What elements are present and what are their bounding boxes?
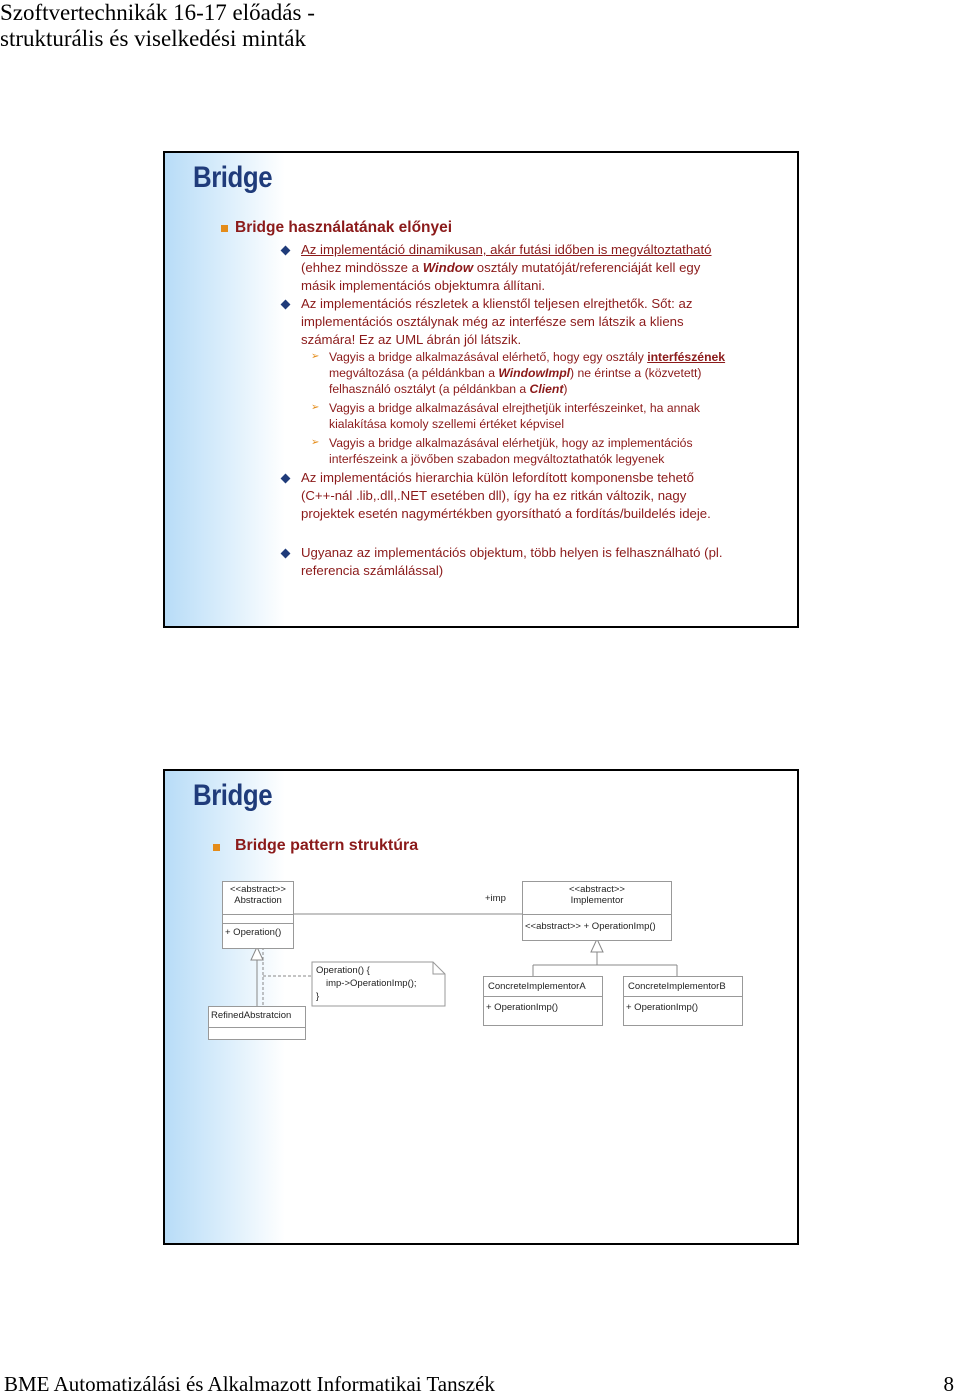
slide-1 <box>163 151 799 628</box>
footer-organization: BME Automatizálási és Alkalmazott Informatikai Tanszék <box>4 1372 495 1396</box>
sub-bullet-2: Vagyis a bridge alkalmazásával elrejthetjük interfészeinket, ha annak kialakítása komoly szellemi értéket képvisel <box>329 401 701 431</box>
uml-class-implementor: <<abstract>> Implementor <<abstract>> + OperationImp() <box>522 881 672 941</box>
arrow-bullet-icon: ➢ <box>311 437 320 448</box>
sub-bullet-1: Vagyis a bridge alkalmazásával elérhető, hogy egy osztály interfészének megváltozása (a példánkban a WindowImpl) ne érintse a (közvetett) felhasználó osztályt (a példánkban a Client) <box>329 350 726 396</box>
uml-note: Operation() { imp->OperationImp(); } <box>316 965 417 1002</box>
page-number: 8 <box>943 1372 954 1396</box>
square-bullet-icon <box>221 225 228 232</box>
document-header <box>0 0 315 52</box>
slide-heading: Bridge pattern struktúra <box>235 837 419 854</box>
uml-class-refined-abstraction: RefinedAbstratcion <box>208 1006 306 1040</box>
slide-2 <box>163 769 799 1245</box>
bullet-2: Az implementációs részletek a klienstől teljesen elrejthetők. Sőt: az implementációs osztálynak még az interfésze sem látszik a kliens számára! Ez az UML ábrán jól látszik. <box>301 296 693 347</box>
uml-class-concrete-implementor-b: ConcreteImplementorB + OperationImp() <box>623 976 743 1026</box>
slide-title: Bridge <box>193 161 273 194</box>
association-label: +imp <box>485 893 506 904</box>
arrow-bullet-icon: ➢ <box>311 351 320 362</box>
bullet-3: Az implementációs hierarchia külön lefordított komponensbe tehető (C++-nál .lib,.dll,.NET esetében dll), így ha ez ritkán változik, nagy projektek esetén nagymértékben gyorsítható a fordítás/buildelés ideje. <box>301 470 711 521</box>
sub-bullet-3: Vagyis a bridge alkalmazásával elérhetjük, hogy az implementációs interfészeink a jövőben szabadon megváltoztathatók legyenek <box>329 436 693 466</box>
bullet-1-line-3: másik implementációs objektumra állítani. <box>301 278 546 293</box>
uml-class-abstraction: <<abstract>> Abstraction + Operation() <box>222 881 294 949</box>
bullet-1 <box>301 241 761 295</box>
header-line-1: Szoftvertechnikák 16-17 előadás - <box>0 0 315 25</box>
bullet-1-line-1: Az implementáció dinamikusan, akár futási időben is megváltoztatható <box>301 242 712 257</box>
arrow-bullet-icon: ➢ <box>311 402 320 413</box>
slide-title: Bridge <box>193 779 273 812</box>
bullet-4: Ugyanaz az implementációs objektum, több helyen is felhasználható (pl. referencia számlálással) <box>301 545 723 578</box>
bullet-1-line-2: (ehhez mindössze a Window osztály mutatóját/referenciáját kell egy <box>301 260 701 275</box>
slide-heading: Bridge használatának előnyei <box>235 219 453 236</box>
uml-class-concrete-implementor-a: ConcreteImplementorA + OperationImp() <box>483 976 603 1026</box>
header-line-2: strukturális és viselkedési minták <box>0 26 306 51</box>
